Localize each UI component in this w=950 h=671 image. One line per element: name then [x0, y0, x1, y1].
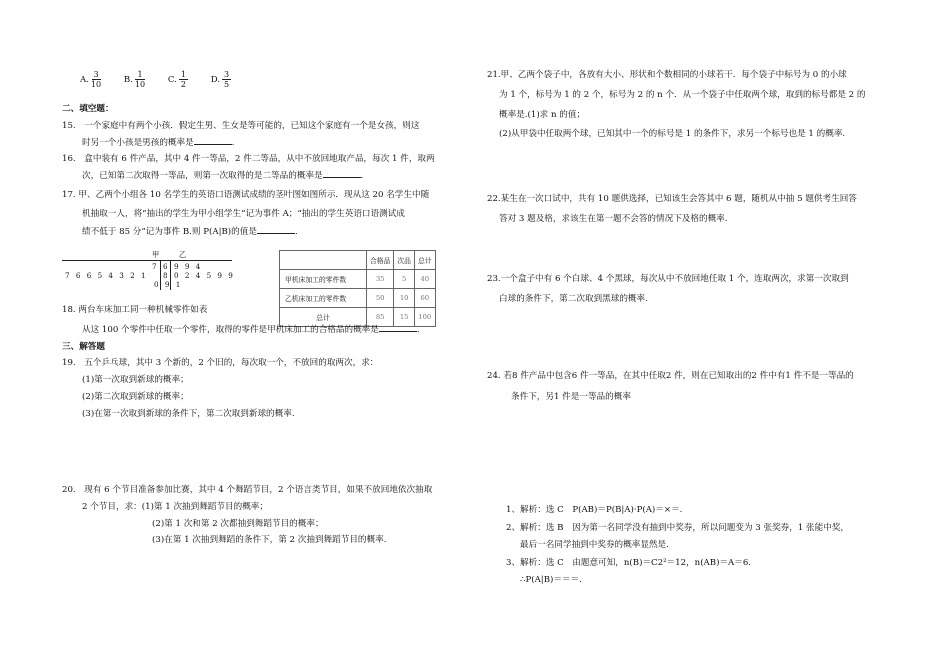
stem-right-row2: 0 2 4 5 9 9 — [174, 271, 235, 280]
q23-line1: 23.一个盒子中有 6 个白球、4 个黑球，每次从中不放回地任取 1 个，连取两次，求第一次取到 — [487, 274, 849, 284]
table-cell: 100 — [414, 308, 435, 327]
table-header-cell: 总计 — [414, 251, 435, 270]
q21-line4: (2)从甲袋中任取两个球，已知其中一个的标号是 1 的条件下，求另一个标号也是 1 的概率. — [499, 129, 846, 140]
stem-leaf-plot — [62, 250, 235, 290]
q20-part3: (3)在第 1 次抽到舞蹈的条件下，第 2 次抽到舞蹈节目的概率. — [152, 535, 387, 546]
q19-part2: (2)第二次取到新球的概率； — [82, 391, 189, 402]
answer-2: 2、解析：选 B 因为第一名同学没有抽到中奖券，所以问题变为 3 张奖券，1 张能中奖， — [506, 522, 850, 533]
q19-part3: (3)在第一次取到新球的条件下，第二次取到新球的概率. — [82, 408, 295, 419]
stem-top-line — [62, 260, 232, 261]
stem-left-row2: 7 6 6 5 4 3 2 1 — [65, 271, 148, 280]
fill-blank-section — [62, 101, 472, 241]
answer-1: 1、解析：选 C P(AB)＝P(B|A)·P(A)＝×＝. — [506, 505, 683, 515]
table-cell: 15 — [394, 308, 415, 327]
q16-answer-blank[interactable] — [323, 168, 361, 178]
q17-line2: 机抽取一人，将“抽出的学生为甲小组学生”记为事件 A；“抽出的学生英语口语测试成 — [82, 208, 405, 219]
table-cell: 总计 — [280, 308, 367, 327]
q17-line1: 17. 甲、乙两个小组各 10 名学生的英语口语测试成绩的茎叶图如图所示．现从这 20 名学生中随 — [62, 189, 430, 200]
q15-line1: 15. 一个家庭中有两个小孩．假定生男、生女是等可能的，已知这个家庭有一个是女孩，则这 — [62, 120, 420, 131]
option-c[interactable]: C. $\frac{1}{2}$ — [167, 70, 186, 90]
q17-line3: 绩不低于 85 分”记为事件 B.则 P(A|B)的值是 . — [62, 224, 472, 241]
answer-3: 3、解析：选 C 由题意可知，n(B)＝C2²＝12，n(AB)＝A＝6. — [506, 557, 752, 568]
table-header-cell: 次品 — [394, 251, 415, 270]
table-cell: 10 — [394, 289, 415, 308]
answer-2-cont: 最后一名同学抽到中奖券的概率显然是. — [520, 540, 669, 551]
q18-line1: 18. 两台车床加工同一种机械零件如表 — [62, 305, 208, 315]
q19-line1: 19. 五个乒乓球，其中 3 个新的，2 个旧的，每次取一个，不放回的取两次，求： — [62, 358, 379, 369]
table-cell: 50 — [367, 289, 394, 308]
answer-3-cont: ∴P(A|B)＝＝＝. — [520, 575, 582, 586]
q18-answer-blank[interactable] — [379, 322, 417, 332]
answer-options-row — [80, 70, 251, 89]
q15-answer-blank[interactable] — [194, 135, 232, 145]
option-b[interactable]: B. $\frac{1}{10}$ — [123, 70, 146, 90]
stem-row3: 0 9 1 — [154, 280, 183, 289]
option-a[interactable]: A. $\frac{3}{10}$ — [80, 70, 102, 90]
table-cell: 85 — [367, 308, 394, 327]
stem-label-jia: 甲 — [152, 250, 160, 259]
q16-line1: 16. 盒中装有 6 件产品，其中 4 件一等品，2 件二等品，从中不放回地取产品，每次 1 件，取两 — [62, 154, 435, 165]
stem-value-row1: 6 — [163, 262, 170, 271]
q19-part1: (1)第一次取到新球的概率； — [82, 375, 189, 385]
table-cell: 甲机床加工的零件数 — [280, 270, 367, 289]
q24-line1: 24. 若8 件产品中包含6 件一等品，在其中任取2 件，则在已知取出的2 件中有1 件不是一等品的 — [487, 371, 854, 381]
q16-line2: 次，已知第二次取得一等品，则第一次取得的是二等品的概率是 . — [62, 168, 472, 185]
q20-line2: 2 个节目，求：(1)第 1 次抽到舞蹈节目的概率； — [82, 501, 268, 512]
option-c-fraction: $\frac{1}{2}$ — [180, 70, 186, 90]
q23-line2: 白球的条件下，第二次取到黑球的概率. — [499, 293, 648, 304]
q22-line2: 答对 3 题及格，求该生在第一题不会答的情况下及格的概率. — [499, 213, 728, 224]
table-cell: 60 — [414, 289, 435, 308]
table-cell: 乙机床加工的零件数 — [280, 289, 367, 308]
q23-block — [487, 270, 897, 310]
q20-block — [62, 482, 472, 549]
stem-right-row1: 9 9 4 — [174, 262, 203, 271]
q18-line2: 从这 100 个零件中任取一个零件，取得的零件是甲机床加工的合格品的概率是 . — [62, 322, 472, 339]
table-header-cell: 合格品 — [367, 251, 394, 270]
q15-line2: 时另一个小孩是男孩的概率是 . — [62, 135, 472, 152]
q21-line1: 21.甲、乙两个袋子中，各放有大小、形状和个数相同的小球若干．每个袋子中标号为 0 的小球 — [487, 70, 847, 80]
section-heading-solve: 三、解答题 — [62, 341, 105, 352]
table-cell: 40 — [414, 270, 435, 289]
q20-line1: 20. 现有 6 个节目准备参加比赛，其中 4 个舞蹈节目，2 个语言类节目，如果不放回地依次抽取 — [62, 485, 433, 495]
q20-part2: (2)第 1 次和第 2 次都抽到舞蹈节目的概率； — [152, 518, 324, 529]
table-cell: 35 — [367, 270, 394, 289]
section-heading-fill: 二、填空题： — [62, 104, 114, 114]
q21-line3: 概率是.(1)求 n 的值； — [499, 109, 586, 120]
option-b-fraction: $\frac{1}{10}$ — [134, 70, 146, 90]
q24-block — [487, 366, 897, 407]
table-header-cell — [280, 251, 367, 270]
option-a-fraction: $\frac{3}{10}$ — [90, 70, 102, 90]
stem-left-row1: 7 — [152, 262, 159, 271]
stem-label-yi: 乙 — [179, 250, 187, 259]
q22-line1: 22.某生在一次口试中，共有 10 题供选择，已知该生会答其中 6 题，随机从中抽 5 题供考生回答 — [487, 194, 857, 204]
table-cell: 5 — [394, 270, 415, 289]
answer-key — [506, 502, 906, 590]
q24-line2: 条件下，另1 件是一等品的概率 — [511, 391, 631, 402]
option-d[interactable]: D. $\frac{3}{5}$ — [210, 70, 230, 90]
table-row — [280, 270, 436, 289]
q17-answer-blank[interactable] — [257, 224, 295, 234]
option-d-fraction: $\frac{3}{5}$ — [224, 70, 230, 90]
q18-and-solutions — [62, 302, 472, 422]
table-header-row — [280, 251, 436, 270]
stem-value-row2: 8 — [163, 271, 170, 280]
q22-block — [487, 190, 897, 230]
q21-line2: 为 1 个，标号为 1 的 2 个，标号为 2 的 n 个．从一个袋子中任取两个球，取到的标号都是 2 的 — [499, 89, 866, 100]
q21-block — [487, 66, 897, 145]
